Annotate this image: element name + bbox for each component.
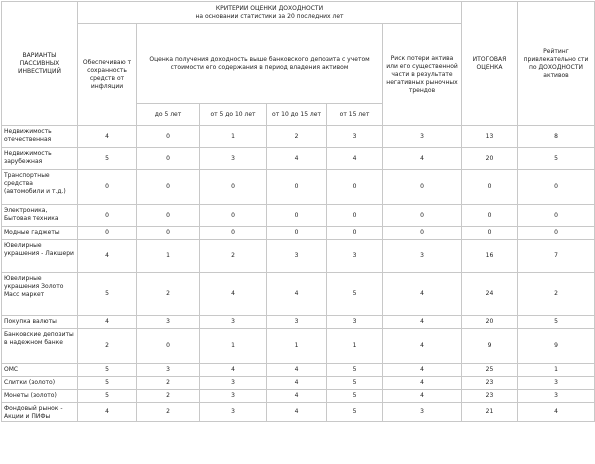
row-value: 1 [518,364,595,377]
row-value: 0 [267,170,327,205]
table-row [2,126,595,148]
row-value: 3 [200,403,267,422]
criteria-title: КРИТЕРИИ ОЦЕНКИ ДОХОДНОСТИ [215,5,324,12]
row-value: 2 [267,126,327,148]
row-value: 4 [200,273,267,316]
row-value: 1 [267,329,327,364]
header-period: от 5 до 10 лет [200,104,267,126]
row-name: Электроника, Бытовая техника [2,205,78,227]
row-value: 1 [200,329,267,364]
row-value: 4 [383,148,462,170]
row-name: Монеты (золото) [2,390,78,403]
row-value: 0 [383,170,462,205]
row-value: 4 [267,403,327,422]
row-value: 5 [78,273,137,316]
row-value: 0 [137,126,200,148]
row-value: 0 [200,170,267,205]
table-body [2,126,595,422]
row-name: Банковские депозиты в надежном банке [2,329,78,364]
row-name: Ювелирные украшения - Лакшери [2,240,78,273]
header-total: ИТОГОВАЯ ОЦЕНКА [462,2,518,126]
row-value: 7 [518,240,595,273]
header-criteria [78,2,462,24]
row-value: 0 [137,227,200,240]
row-value: 4 [383,390,462,403]
row-value: 3 [200,390,267,403]
table-row [2,205,595,227]
row-value: 2 [78,329,137,364]
row-value: 4 [518,403,595,422]
row-value: 5 [78,364,137,377]
row-value: 4 [78,126,137,148]
table-row [2,364,595,377]
row-value: 5 [327,364,383,377]
investment-table [1,1,595,422]
row-value: 4 [200,364,267,377]
table-row [2,170,595,205]
header-period: до 5 лет [137,104,200,126]
row-name: Недвижимость зарубежная [2,148,78,170]
row-name: Модные гаджеты [2,227,78,240]
row-value: 2 [137,377,200,390]
row-value: 0 [518,227,595,240]
table-row [2,273,595,316]
row-value: 24 [462,273,518,316]
row-value: 0 [137,148,200,170]
row-value: 4 [383,316,462,329]
table-row [2,316,595,329]
row-value: 21 [462,403,518,422]
row-value: 0 [518,170,595,205]
row-value: 5 [327,390,383,403]
row-value: 2 [200,240,267,273]
row-value: 3 [137,316,200,329]
row-value: 4 [383,364,462,377]
row-value: 0 [200,205,267,227]
header-period: от 10 до 15 лет [267,104,327,126]
row-value: 4 [267,273,327,316]
row-name: Фондовый рынок - Акции и ПИФы [2,403,78,422]
row-value: 0 [462,227,518,240]
table-row [2,403,595,422]
header-rating: Рейтинг привлекательно сти по ДОХОДНОСТИ активов [518,2,595,126]
row-value: 23 [462,390,518,403]
table-row [2,148,595,170]
row-name: Недвижимость отечественная [2,126,78,148]
table-row [2,240,595,273]
row-value: 4 [78,403,137,422]
row-value: 0 [200,227,267,240]
row-value: 25 [462,364,518,377]
row-value: 5 [327,377,383,390]
row-value: 3 [383,403,462,422]
row-value: 2 [518,273,595,316]
row-value: 3 [518,390,595,403]
row-value: 4 [327,148,383,170]
row-value: 4 [78,240,137,273]
row-value: 1 [137,240,200,273]
row-value: 0 [267,227,327,240]
row-value: 2 [137,403,200,422]
row-value: 0 [462,170,518,205]
row-value: 3 [327,240,383,273]
row-value: 5 [78,148,137,170]
row-value: 4 [383,273,462,316]
row-value: 3 [267,240,327,273]
row-value: 8 [518,126,595,148]
table-row [2,329,595,364]
row-value: 3 [200,316,267,329]
row-value: 0 [78,170,137,205]
row-value: 4 [267,148,327,170]
row-value: 23 [462,377,518,390]
row-value: 2 [137,273,200,316]
header-income-group: Оценка получения доходность выше банковского депозита с учетом стоимости его содержания в период владения активом [137,24,383,104]
row-value: 5 [78,377,137,390]
row-value: 3 [383,126,462,148]
row-value: 3 [200,148,267,170]
row-value: 5 [327,273,383,316]
row-value: 3 [200,377,267,390]
row-value: 0 [327,170,383,205]
row-value: 4 [267,364,327,377]
row-value: 13 [462,126,518,148]
row-value: 3 [137,364,200,377]
header-period: от 15 лет [327,104,383,126]
row-value: 2 [137,390,200,403]
row-value: 3 [327,316,383,329]
row-value: 9 [518,329,595,364]
table-row [2,227,595,240]
row-value: 5 [518,316,595,329]
row-value: 0 [137,329,200,364]
row-value: 9 [462,329,518,364]
row-value: 1 [200,126,267,148]
row-name: Транспортные средства (автомобили и т.д.) [2,170,78,205]
row-value: 4 [78,316,137,329]
header-variants: ВАРИАНТЫ ПАССИВНЫХ ИНВЕСТИЦИЙ [2,2,78,126]
row-value: 0 [383,205,462,227]
row-value: 0 [78,205,137,227]
row-name: Ювелирные украшения Золото Масс маркет [2,273,78,316]
row-value: 4 [383,377,462,390]
row-value: 4 [267,390,327,403]
table-row [2,390,595,403]
row-value: 0 [137,205,200,227]
row-value: 3 [267,316,327,329]
row-value: 0 [383,227,462,240]
row-value: 3 [327,126,383,148]
row-value: 3 [383,240,462,273]
row-name: Слитки (золото) [2,377,78,390]
row-value: 0 [518,205,595,227]
row-value: 0 [327,205,383,227]
row-value: 5 [518,148,595,170]
row-value: 20 [462,148,518,170]
row-value: 0 [137,170,200,205]
row-value: 0 [267,205,327,227]
row-value: 1 [327,329,383,364]
header-risk: Риск потери актива или его существенной части в результате негативных рыночных трендов [383,24,462,126]
row-name: ОМС [2,364,78,377]
row-value: 0 [462,205,518,227]
row-value: 0 [327,227,383,240]
table-row [2,377,595,390]
row-name: Покупка валюты [2,316,78,329]
row-value: 4 [267,377,327,390]
row-value: 16 [462,240,518,273]
header-inflation: Обеспечиваю т сохранность средств от инфляции [78,24,137,126]
row-value: 4 [383,329,462,364]
row-value: 0 [78,227,137,240]
row-value: 5 [327,403,383,422]
row-value: 5 [78,390,137,403]
row-value: 3 [518,377,595,390]
criteria-subtitle: на основании статистики за 20 последних лет [195,13,344,20]
row-value: 20 [462,316,518,329]
